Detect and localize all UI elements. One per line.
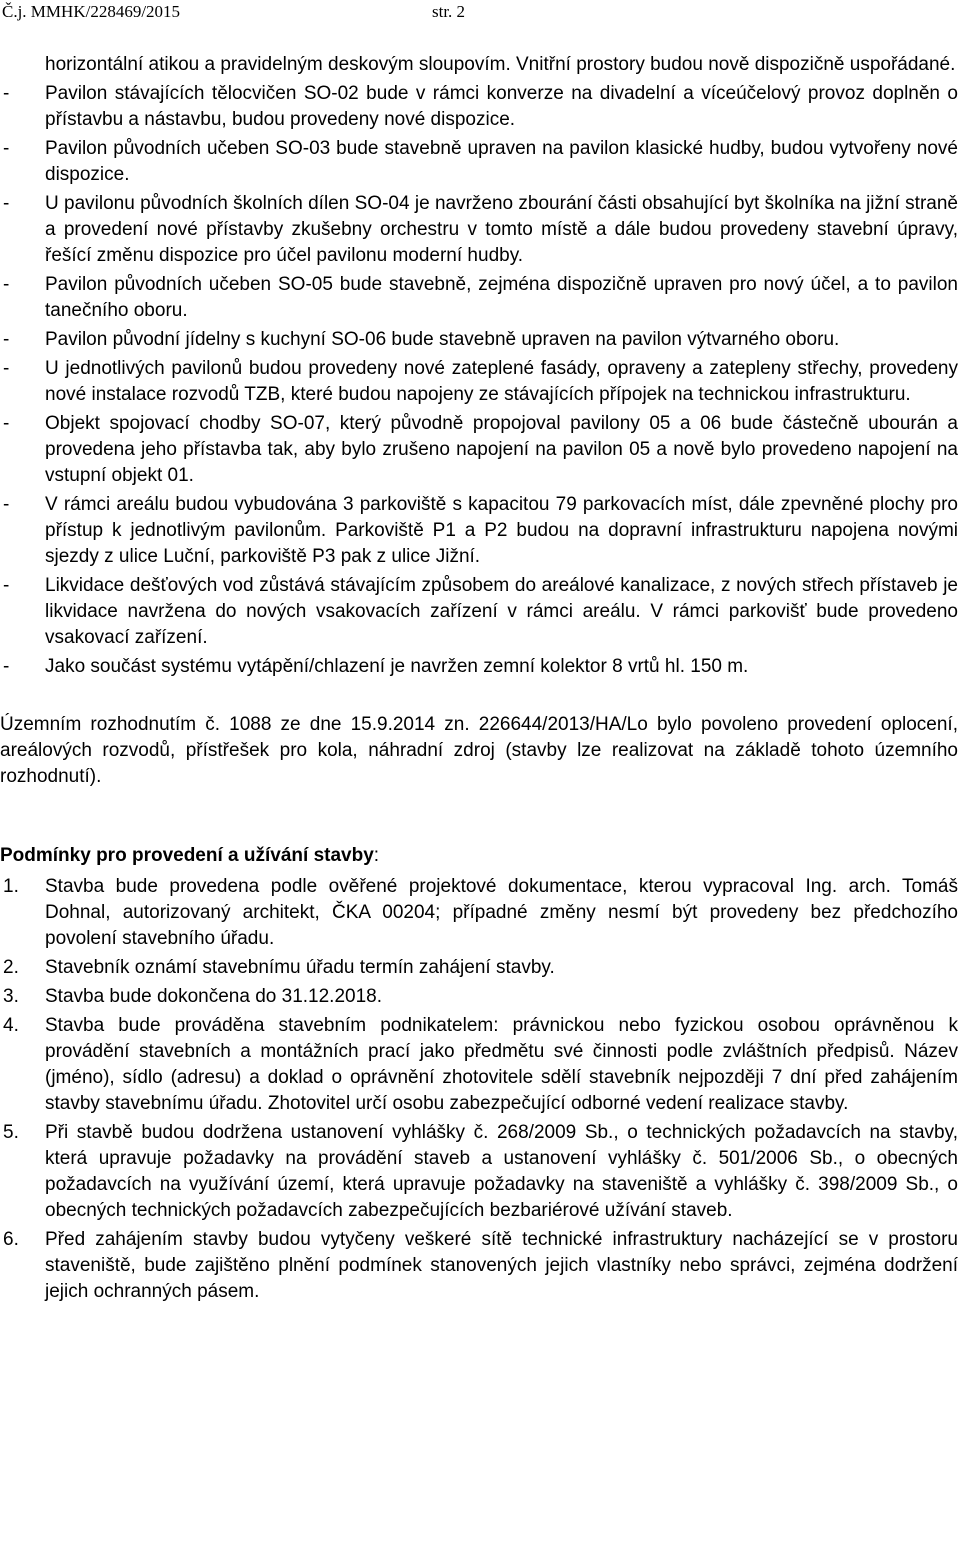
- list-item-text: U jednotlivých pavilonů budou provedeny nové zateplené fasády, opraveny a zatepleny střechy, provedeny nové instalace rozvodů TZB, které budou napojeny ze stávajících přípojek na technickou infrastrukturu.: [45, 358, 958, 405]
- list-item-text: Likvidace dešťových vod zůstává stávajícím způsobem do areálové kanalizace, z nových střech přístaveb je likvidace navržena do nových vsakovacích zařízení v rámci areálu. V rámci parkovišť bude provedeno vsakovací zařízení.: [45, 575, 958, 648]
- condition-item: 5. Při stavbě budou dodržena ustanovení vyhlášky č. 268/2009 Sb., o technických požadavcích na stavby, která upravuje požadavky na provádění staveb a ustanovení vyhlášky č. 501/2006 Sb., o obecných požadavcích na využívání území, která upravuje požadavky na staveniště a vyhlášky č. 398/2009 Sb., o obecných technických požadavcích zabezpečujících bezbariérové užívání staveb.: [3, 1122, 958, 1221]
- condition-text: Před zahájením stavby budou vytyčeny veškeré sítě technické infrastruktury nacházející se v prostoru staveniště, bude zajištěno plnění podmínek stanovených jejich vlastníky nebo správci, zejména dodržení jejich ochranných pásem.: [45, 1229, 958, 1302]
- condition-text: Stavba bude provedena podle ověřené projektové dokumentace, kterou vypracoval Ing. arch. Tomáš Dohnal, autorizovaný architekt, ČKA 00204; případné změny nesmí být provedeny bez předchozího povolení stavebního úřadu.: [45, 876, 958, 949]
- document-body: [0, 52, 958, 1308]
- condition-item: 4. Stavba bude prováděna stavebním podnikatelem: právnickou nebo fyzickou osobou oprávněnou k provádění stavebních a montážních prací jako předmětu své činnosti podle zvláštních předpisů. Název (jméno), sídlo (adresu) a doklad o oprávnění zhotovitele sdělí stavebník nejpozději 7 dní před zahájením stavby stavebnímu úřadu. Zhotovitel určí osobu zabezpečující odborné vedení realizace stavby.: [3, 1015, 958, 1114]
- list-item: - Jako součást systému vytápění/chlazení je navržen zemní kolektor 8 vrtů hl. 150 m.: [3, 656, 749, 677]
- condition-text: Při stavbě budou dodržena ustanovení vyhlášky č. 268/2009 Sb., o technických požadavcích na stavby, která upravuje požadavky na provádění staveb a ustanovení vyhlášky č. 501/2006 Sb., o obecných požadavcích na využívání území, která upravuje požadavky na staveniště a vyhlášky č. 398/2009 Sb., o obecných technických požadavcích zabezpečujících bezbariérové užívání staveb.: [45, 1122, 958, 1221]
- zoning-decision-paragraph: Územním rozhodnutím č. 1088 ze dne 15.9.2014 zn. 226644/2013/HA/Lo bylo povoleno provedení oplocení, areálových rozvodů, přístřešek pro kola, náhradní zdroj (stavby lze realizovat na základě tohoto územního rozhodnutí).: [0, 714, 958, 787]
- condition-item: 2. Stavebník oznámí stavebnímu úřadu termín zahájení stavby.: [3, 957, 555, 978]
- continuation-text: horizontální atikou a pravidelným deskovým sloupovím. Vnitřní prostory budou nově dispozičně uspořádané.: [45, 54, 956, 75]
- list-item: - U jednotlivých pavilonů budou provedeny nové zateplené fasády, opraveny a zatepleny střechy, provedeny nové instalace rozvodů TZB, které budou napojeny ze stávajících přípojek na technickou infrastrukturu.: [3, 358, 958, 405]
- list-item: - Likvidace dešťových vod zůstává stávajícím způsobem do areálové kanalizace, z nových střech přístaveb je likvidace navržena do nových vsakovacích zařízení v rámci areálu. V rámci parkovišť bude provedeno vsakovací zařízení.: [3, 575, 958, 648]
- page-header: [2, 2, 466, 22]
- list-item-text: U pavilonu původních školních dílen SO-04 je navrženo zbourání části obsahující byt školníka na jižní straně a provedení nové přístavby zkušebny orchestru v tomto místě a dále budou provedeny stavební úpravy, řešící změnu dispozice pro účel pavilonu moderní hudby.: [45, 193, 958, 266]
- conditions-heading: Podmínky pro provedení a užívání stavby:: [0, 845, 380, 866]
- list-item: - Pavilon stávajících tělocvičen SO-02 bude v rámci konverze na divadelní a víceúčelový provoz doplněn o přístavbu a nástavbu, budou provedeny nové dispozice.: [3, 83, 958, 130]
- document-reference: Č.j. MMHK/228469/2015: [2, 2, 181, 21]
- list-item: - U pavilonu původních školních dílen SO-04 je navrženo zbourání části obsahující byt školníka na jižní straně a provedení nové přístavby zkušebny orchestru v tomto místě a dále budou provedeny stavební úpravy, řešící změnu dispozice pro účel pavilonu moderní hudby.: [3, 193, 958, 266]
- page-number: str. 2: [432, 2, 466, 21]
- condition-text: Stavebník oznámí stavebnímu úřadu termín zahájení stavby.: [45, 957, 555, 978]
- list-item: - Objekt spojovací chodby SO-07, který původně propojoval pavilony 05 a 06 bude částečně ubourán a provedena jeho přístavba tak, aby bylo zrušeno napojení na pavilon 05 a nově bylo provedeno napojení na vstupní objekt 01.: [3, 413, 958, 486]
- list-item-text: Pavilon původních učeben SO-05 bude stavebně, zejména dispozičně upraven pro nový účel, a to pavilon tanečního oboru.: [45, 274, 958, 321]
- condition-item: 1. Stavba bude provedena podle ověřené projektové dokumentace, kterou vypracoval Ing. arch. Tomáš Dohnal, autorizovaný architekt, ČKA 00204; případné změny nesmí být provedeny bez předchozího povolení stavebního úřadu.: [3, 876, 958, 949]
- list-item-text: V rámci areálu budou vybudována 3 parkoviště s kapacitou 79 parkovacích míst, dále zpevněné plochy pro přístup k jednotlivým pavilonům. Parkoviště P1 a P2 budou na dopravní infrastrukturu napojena novými sjezdy z ulice Luční, parkoviště P3 pak z ulice Jižní.: [45, 494, 958, 567]
- dash-list: [0, 81, 958, 680]
- condition-item: 6. Před zahájením stavby budou vytyčeny veškeré sítě technické infrastruktury nacházející se v prostoru staveniště, bude zajištěno plnění podmínek stanovených jejich vlastníky nebo správci, zejména dodržení jejich ochranných pásem.: [3, 1229, 958, 1302]
- list-item: - V rámci areálu budou vybudována 3 parkoviště s kapacitou 79 parkovacích míst, dále zpevněné plochy pro přístup k jednotlivým pavilonům. Parkoviště P1 a P2 budou na dopravní infrastrukturu napojena novými sjezdy z ulice Luční, parkoviště P3 pak z ulice Jižní.: [3, 494, 958, 567]
- list-item-text: Objekt spojovací chodby SO-07, který původně propojoval pavilony 05 a 06 bude částečně ubourán a provedena jeho přístavba tak, aby bylo zrušeno napojení na pavilon 05 a nově bylo provedeno napojení na vstupní objekt 01.: [45, 413, 958, 486]
- condition-item: 3. Stavba bude dokončena do 31.12.2018.: [3, 986, 383, 1007]
- list-item-text: Jako součást systému vytápění/chlazení je navržen zemní kolektor 8 vrtů hl. 150 m.: [45, 656, 749, 677]
- list-item: - Pavilon původních učeben SO-03 bude stavebně upraven na pavilon klasické hudby, budou vytvořeny nové dispozice.: [3, 138, 958, 185]
- list-item: - Pavilon původních učeben SO-05 bude stavebně, zejména dispozičně upraven pro nový účel, a to pavilon tanečního oboru.: [3, 274, 958, 321]
- conditions-list: [0, 874, 958, 1305]
- condition-text: Stavba bude prováděna stavebním podnikatelem: právnickou nebo fyzickou osobou oprávněnou k provádění stavebních a montážních prací jako předmětu své činnosti podle zvláštních předpisů. Název (jméno), sídlo (adresu) a doklad o oprávnění zhotovitele sdělí stavebník nejpozději 7 dní před zahájením stavby stavebnímu úřadu. Zhotovitel určí osobu zabezpečující odborné vedení realizace stavby.: [45, 1015, 958, 1114]
- list-item-text: Pavilon původních učeben SO-03 bude stavebně upraven na pavilon klasické hudby, budou vytvořeny nové dispozice.: [45, 138, 958, 185]
- condition-text: Stavba bude dokončena do 31.12.2018.: [45, 986, 383, 1007]
- list-item: - Pavilon původní jídelny s kuchyní SO-06 bude stavebně upraven na pavilon výtvarného oboru.: [3, 329, 840, 350]
- list-item-text: Pavilon původní jídelny s kuchyní SO-06 bude stavebně upraven na pavilon výtvarného oboru.: [45, 329, 840, 350]
- list-item-text: Pavilon stávajících tělocvičen SO-02 bude v rámci konverze na divadelní a víceúčelový provoz doplněn o přístavbu a nástavbu, budou provedeny nové dispozice.: [45, 83, 958, 130]
